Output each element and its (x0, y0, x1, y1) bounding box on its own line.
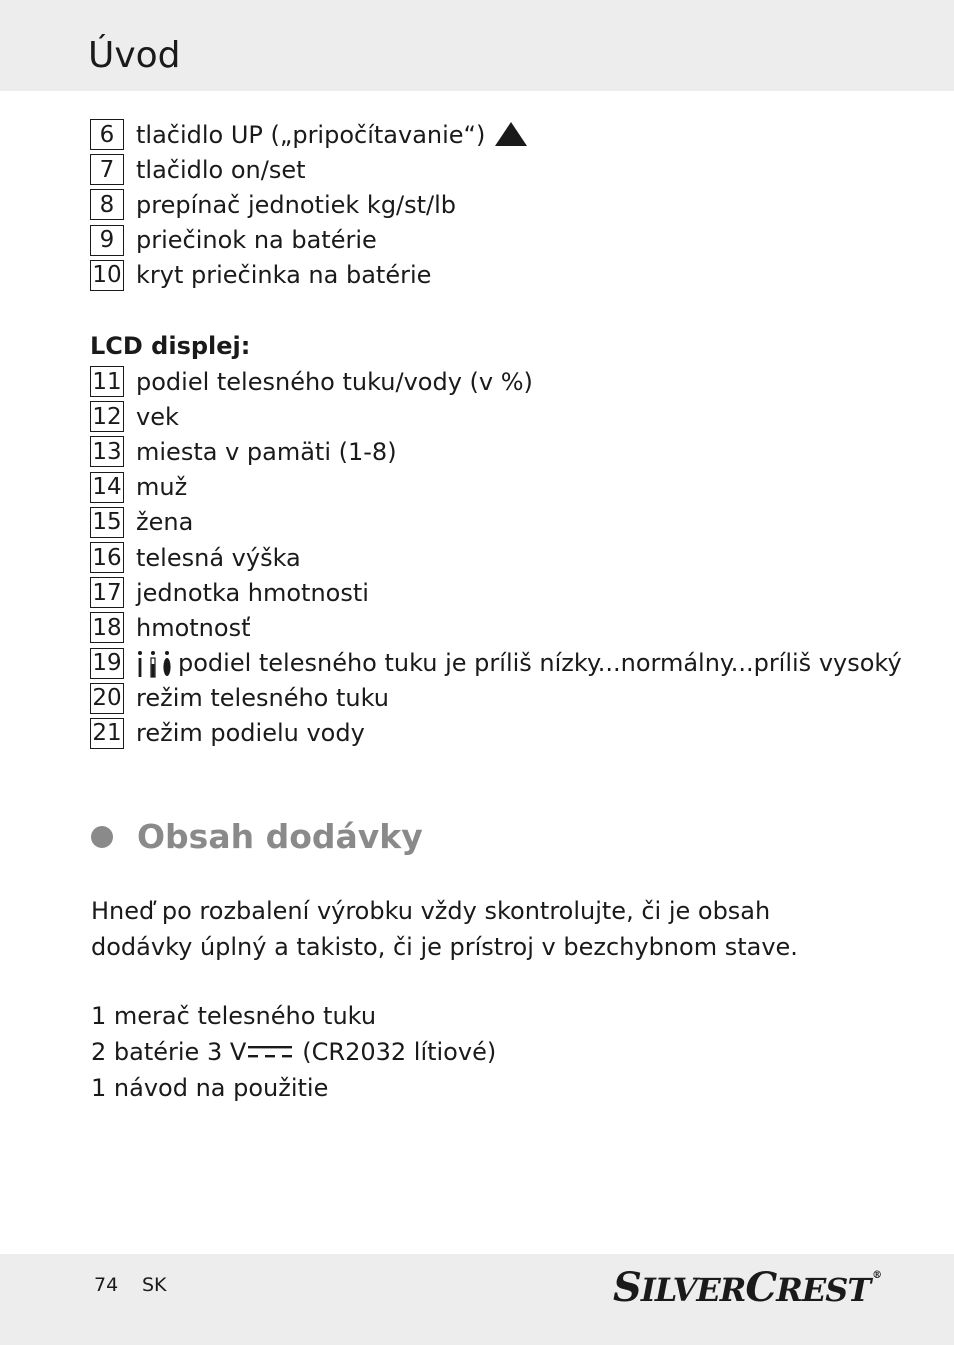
page-number: 74 (94, 1274, 119, 1296)
list-item (90, 540, 902, 575)
dc-voltage-icon (248, 1037, 296, 1073)
language-code: SK (142, 1274, 167, 1296)
item-number: 11 (90, 366, 124, 397)
item-number: 17 (90, 577, 124, 608)
body-fat-level-icon (136, 650, 172, 684)
list-item (90, 434, 902, 469)
page-title: Úvod (88, 35, 181, 76)
item-number: 8 (90, 189, 124, 220)
brand-logo: SILVERCREST ® (613, 1264, 882, 1311)
item-number: 13 (90, 436, 124, 467)
item-label: muž (136, 473, 188, 502)
list-item (90, 610, 902, 645)
item-number: 10 (90, 260, 124, 291)
item-number: 14 (90, 472, 124, 503)
list-item (90, 646, 902, 681)
section-bullet-icon (91, 826, 113, 848)
item-text: (CR2032 lítiové) (302, 1038, 497, 1066)
lcd-list (90, 364, 902, 751)
item-label: podiel telesného tuku je príliš nízky...normálny...príliš vysoký (178, 649, 902, 678)
item-label: podiel telesného tuku/vody (v %) (136, 367, 533, 396)
list-item (90, 716, 902, 751)
list-item (91, 1034, 496, 1070)
list-item: 1 návod na použitie (91, 1074, 329, 1102)
item-label: tlačidlo on/set (136, 155, 306, 184)
list-item: 1 merač telesného tuku (91, 1002, 377, 1030)
item-label: žena (136, 508, 194, 537)
list-item (90, 117, 527, 152)
item-label: jednotka hmotnosti (136, 578, 369, 607)
list-item (90, 399, 902, 434)
item-number: 19 (90, 648, 124, 679)
item-label: tlačidlo UP („pripočítavanie“) (136, 120, 486, 149)
list-item (90, 505, 902, 540)
item-text: 2 batérie 3 V (91, 1038, 247, 1066)
item-number: 12 (90, 401, 124, 432)
item-number: 6 (90, 119, 124, 150)
item-number: 9 (90, 225, 124, 256)
delivery-contents (91, 998, 496, 1106)
parts-list (90, 117, 527, 293)
list-item (90, 223, 527, 258)
item-label: režim podielu vody (136, 719, 365, 748)
item-label: prepínač jednotiek kg/st/lb (136, 190, 457, 219)
list-item (90, 187, 527, 222)
list-item (90, 681, 902, 716)
delivery-paragraph: Hneď po rozbalení výrobku vždy skontrolujte, či je obsah dodávky úplný a takisto, či je prístroj v bezchybnom stave. (91, 897, 798, 961)
list-item (90, 470, 902, 505)
list-item (90, 152, 527, 187)
item-label: kryt priečinka na batérie (136, 261, 432, 290)
list-item (90, 364, 902, 399)
section-title: Obsah dodávky (137, 817, 423, 856)
list-item (90, 258, 527, 293)
item-number: 16 (90, 542, 124, 573)
item-number: 15 (90, 507, 124, 538)
item-number: 21 (90, 718, 124, 749)
list-item (90, 575, 902, 610)
item-label: režim telesného tuku (136, 684, 389, 713)
item-label: telesná výška (136, 543, 301, 572)
up-triangle-icon (495, 122, 527, 146)
item-label: vek (136, 402, 179, 431)
item-number: 18 (90, 612, 124, 643)
item-label: priečinok na batérie (136, 226, 377, 255)
lcd-heading: LCD displej: (90, 332, 251, 360)
item-number: 20 (90, 683, 124, 714)
item-label: miesta v pamäti (1-8) (136, 437, 397, 466)
item-label: hmotnosť (136, 613, 251, 642)
item-number: 7 (90, 154, 124, 185)
